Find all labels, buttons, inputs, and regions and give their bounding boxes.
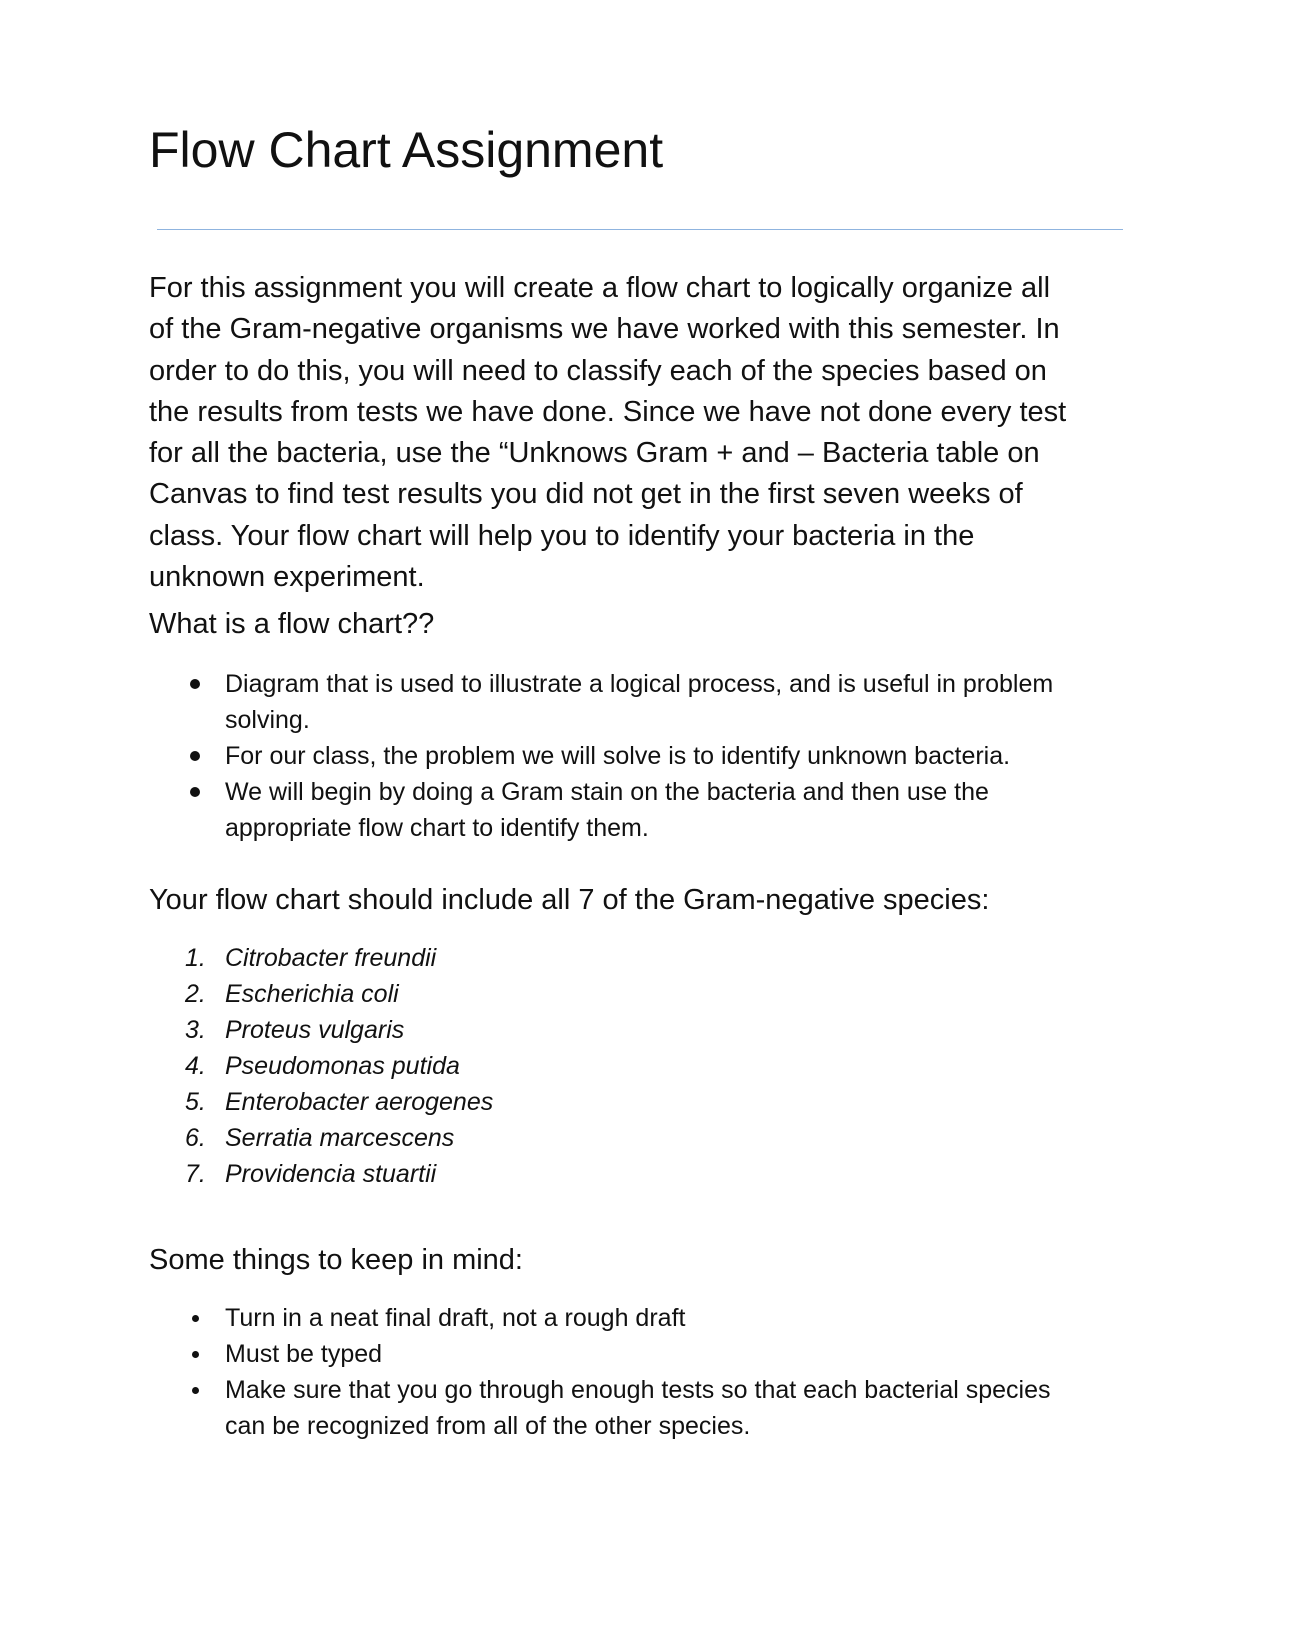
list-item-text: Make sure that you go through enough tests so that each bacterial species — [225, 1376, 1051, 1404]
list-item — [149, 774, 1053, 846]
species-item — [149, 1156, 493, 1192]
what-is-heading: What is a flow chart?? — [149, 608, 435, 640]
species-number: 5. — [185, 1088, 206, 1116]
intro-line: class. Your flow chart will help you to identify your bacteria in the — [149, 519, 975, 552]
species-name: Citrobacter freundii — [225, 944, 437, 972]
intro-paragraph — [149, 268, 1139, 598]
species-number: 2. — [185, 980, 206, 1008]
species-number: 6. — [185, 1124, 206, 1152]
list-item-text-continued: can be recognized from all of the other species. — [225, 1412, 751, 1440]
list-item-text-continued: appropriate flow chart to identify them. — [225, 814, 649, 842]
list-item — [149, 666, 1053, 738]
species-heading: Your flow chart should include all 7 of the Gram-negative species: — [149, 884, 990, 916]
species-name: Enterobacter aerogenes — [225, 1088, 494, 1116]
species-name: Proteus vulgaris — [225, 1016, 405, 1044]
list-item — [149, 1300, 1051, 1336]
list-item-text: Diagram that is used to illustrate a logical process, and is useful in problem — [225, 670, 1054, 698]
species-name: Serratia marcescens — [225, 1124, 455, 1152]
intro-line: Canvas to find test results you did not get in the first seven weeks of — [149, 478, 1023, 511]
species-item — [149, 976, 493, 1012]
species-item — [149, 1012, 493, 1048]
list-item-text: We will begin by doing a Gram stain on the bacteria and then use the — [225, 778, 989, 806]
list-item — [149, 1372, 1051, 1444]
species-number: 3. — [185, 1016, 206, 1044]
what-is-list — [149, 666, 1053, 846]
species-name: Pseudomonas putida — [225, 1052, 460, 1080]
document-title: Flow Chart Assignment — [149, 122, 664, 178]
intro-line: for all the bacteria, use the “Unknows Gram + and – Bacteria table on — [149, 437, 1040, 470]
species-item — [149, 940, 493, 976]
species-name: Providencia stuartii — [225, 1160, 437, 1188]
species-name: Escherichia coli — [225, 980, 399, 1008]
species-item — [149, 1048, 493, 1084]
list-item — [149, 1336, 1051, 1372]
title-divider — [157, 229, 1123, 230]
list-item — [149, 738, 1053, 774]
species-number: 7. — [185, 1160, 206, 1188]
list-item-text-continued: solving. — [225, 706, 310, 734]
species-item — [149, 1084, 493, 1120]
list-item-text: For our class, the problem we will solve is to identify unknown bacteria. — [225, 742, 1011, 770]
species-list — [149, 940, 493, 1192]
keep-in-mind-heading: Some things to keep in mind: — [149, 1244, 523, 1276]
species-number: 1. — [185, 944, 206, 972]
intro-line: For this assignment you will create a flow chart to logically organize all — [149, 272, 1051, 304]
intro-line: unknown experiment. — [149, 561, 425, 594]
species-item — [149, 1120, 493, 1156]
species-number: 4. — [185, 1052, 206, 1080]
intro-line: order to do this, you will need to classify each of the species based on — [149, 354, 1047, 387]
list-item-text: Must be typed — [225, 1340, 383, 1368]
list-item-text: Turn in a neat final draft, not a rough draft — [225, 1304, 686, 1332]
intro-line: of the Gram-negative organisms we have worked with this semester. In — [149, 313, 1060, 346]
keep-in-mind-list — [149, 1300, 1051, 1444]
intro-line: the results from tests we have done. Since we have not done every test — [149, 395, 1067, 428]
